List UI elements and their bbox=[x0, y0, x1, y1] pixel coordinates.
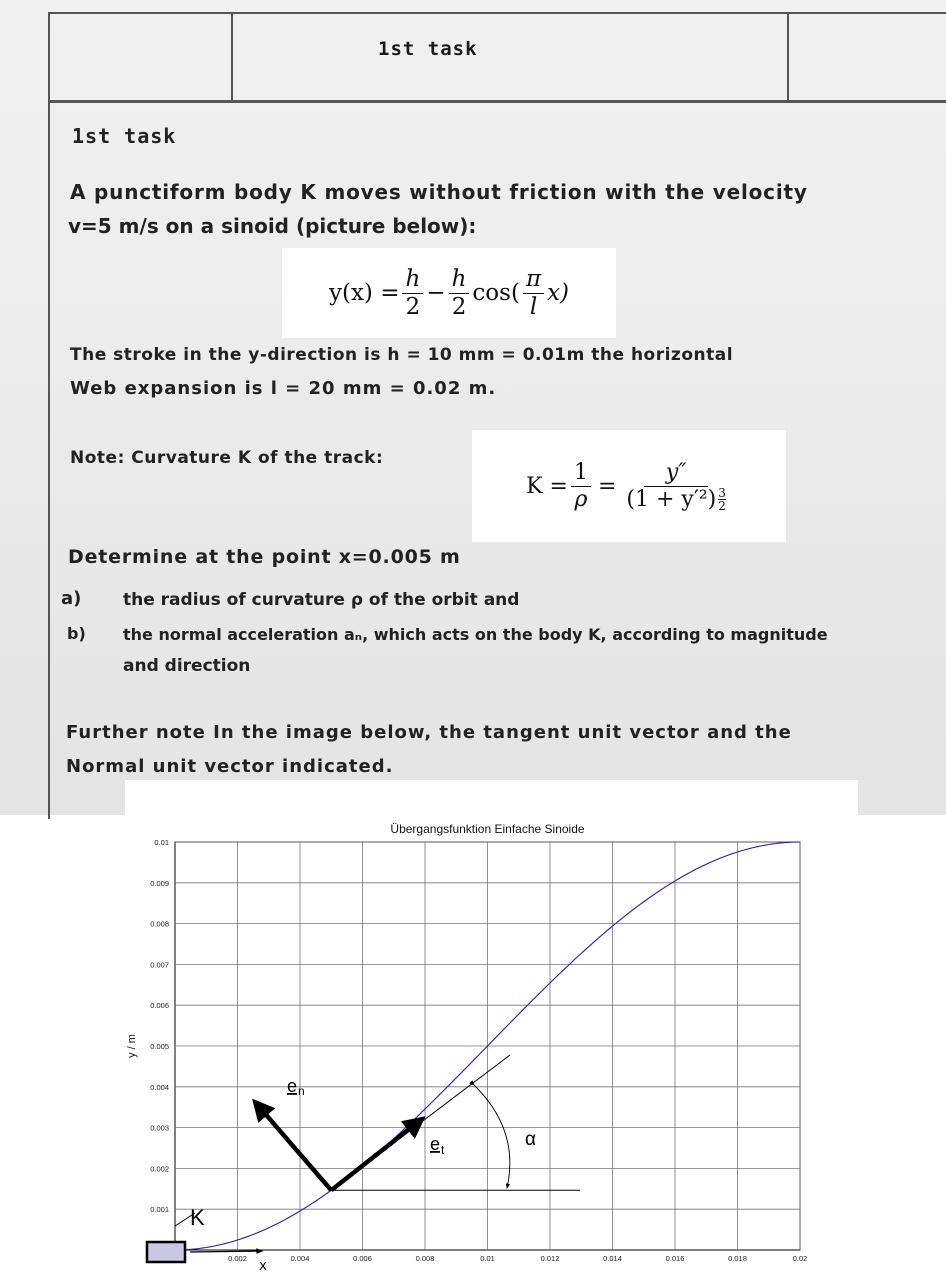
header-divider-left bbox=[231, 12, 233, 100]
header-row bbox=[48, 12, 946, 103]
tangent-vector-label: e bbox=[430, 1134, 441, 1154]
curvature-eq: = bbox=[597, 473, 617, 499]
page-frame bbox=[48, 12, 946, 819]
formula-minus: − bbox=[426, 280, 446, 306]
x-tick-label: 0.016 bbox=[665, 1254, 685, 1263]
task-heading: 1st task bbox=[72, 124, 177, 148]
x-tick-label: 0.012 bbox=[540, 1254, 560, 1263]
curvature-formula bbox=[472, 430, 786, 542]
item-a-text: the radius of curvature ρ of the orbit and bbox=[123, 590, 520, 610]
y-tick-label: 0.004 bbox=[150, 1082, 169, 1092]
intro-line-2: v=5 m/s on a sinoid (picture below): bbox=[68, 214, 477, 238]
tangent-vector-subscript: t bbox=[441, 1143, 445, 1157]
formula-frac-h2-a: $\frac{h}{2}$ bbox=[402, 266, 423, 320]
normal-vector-label: e bbox=[287, 1076, 298, 1096]
y-tick-label: 0.008 bbox=[150, 919, 169, 929]
x-tick-label: 0.018 bbox=[728, 1254, 747, 1263]
curvature-k: K = bbox=[526, 473, 568, 499]
note-label: Note: Curvature K of the track: bbox=[70, 448, 384, 468]
item-b-continuation: and direction bbox=[123, 656, 251, 676]
sinoid-chart bbox=[0, 780, 946, 1270]
stroke-line-1: The stroke in the y-direction is h = 10 mm = 0.01m the horizontal bbox=[70, 345, 734, 365]
chart-top-panel bbox=[125, 780, 858, 820]
body-k-label: K bbox=[190, 1205, 205, 1230]
item-b-text: the normal acceleration aₙ, which acts on the body K, according to magnitude bbox=[123, 625, 828, 644]
y-tick-label: 0.006 bbox=[150, 1001, 169, 1011]
further-line-1: Further note In the image below, the tangent unit vector and the bbox=[66, 722, 792, 743]
x-tick-label: 0.01 bbox=[480, 1254, 495, 1263]
chart-title: Übergangsfunktion Einfache Sinoide bbox=[390, 822, 585, 836]
y-tick-label: 0.005 bbox=[150, 1042, 169, 1051]
stroke-line-2: Web expansion is l = 20 mm = 0.02 m. bbox=[70, 378, 497, 399]
formula-frac-h2-b: $\frac{h}{2}$ bbox=[449, 266, 470, 320]
x-tick-label: 0.008 bbox=[415, 1254, 435, 1263]
x-tick-label: 0.006 bbox=[353, 1254, 372, 1263]
x-axis-arrow bbox=[190, 1251, 262, 1252]
y-tick-label: 0.009 bbox=[150, 878, 169, 888]
normal-vector-subscript: n bbox=[298, 1084, 305, 1098]
y-tick-label: 0.007 bbox=[150, 960, 169, 970]
curvature-frac-main: y″ (1 + y′²) 3 2 bbox=[626, 460, 726, 513]
formula-x-close: x) bbox=[547, 280, 570, 306]
sinoid-formula bbox=[282, 248, 616, 338]
header-title: 1st task bbox=[378, 38, 478, 60]
y-axis-label: y / m bbox=[126, 1034, 138, 1058]
item-b-marker: b) bbox=[67, 624, 86, 643]
y-tick-label: 0.001 bbox=[150, 1205, 169, 1215]
x-tick-label: 0.014 bbox=[603, 1254, 622, 1263]
formula-cos: cos( bbox=[472, 280, 520, 306]
intro-line-1: A punctiform body K moves without friction with the velocity bbox=[70, 180, 808, 204]
item-a-marker: a) bbox=[61, 588, 82, 609]
determine-line: Determine at the point x=0.005 m bbox=[68, 546, 461, 568]
x-axis-label: x bbox=[259, 1257, 267, 1270]
formula-frac-pi-l: $\frac{\pi}{l}$ bbox=[523, 266, 544, 320]
y-tick-label: 0.002 bbox=[150, 1164, 169, 1174]
x-tick-label: 0.02 bbox=[792, 1254, 808, 1263]
y-tick-label: 0.003 bbox=[150, 1123, 169, 1133]
curvature-frac-rho: $\frac{1}{\rho}$ bbox=[571, 460, 591, 512]
x-tick-label: 0.004 bbox=[290, 1254, 310, 1263]
body-k-marker bbox=[147, 1242, 185, 1262]
further-line-2: Normal unit vector indicated. bbox=[66, 756, 394, 777]
x-tick-label: 0.002 bbox=[228, 1254, 247, 1263]
formula-lhs: y(x) = bbox=[328, 280, 400, 306]
angle-alpha-label: α bbox=[525, 1129, 536, 1150]
chart-area bbox=[0, 780, 946, 1270]
header-divider-right bbox=[787, 12, 789, 100]
y-tick-label: 0.01 bbox=[154, 838, 169, 847]
